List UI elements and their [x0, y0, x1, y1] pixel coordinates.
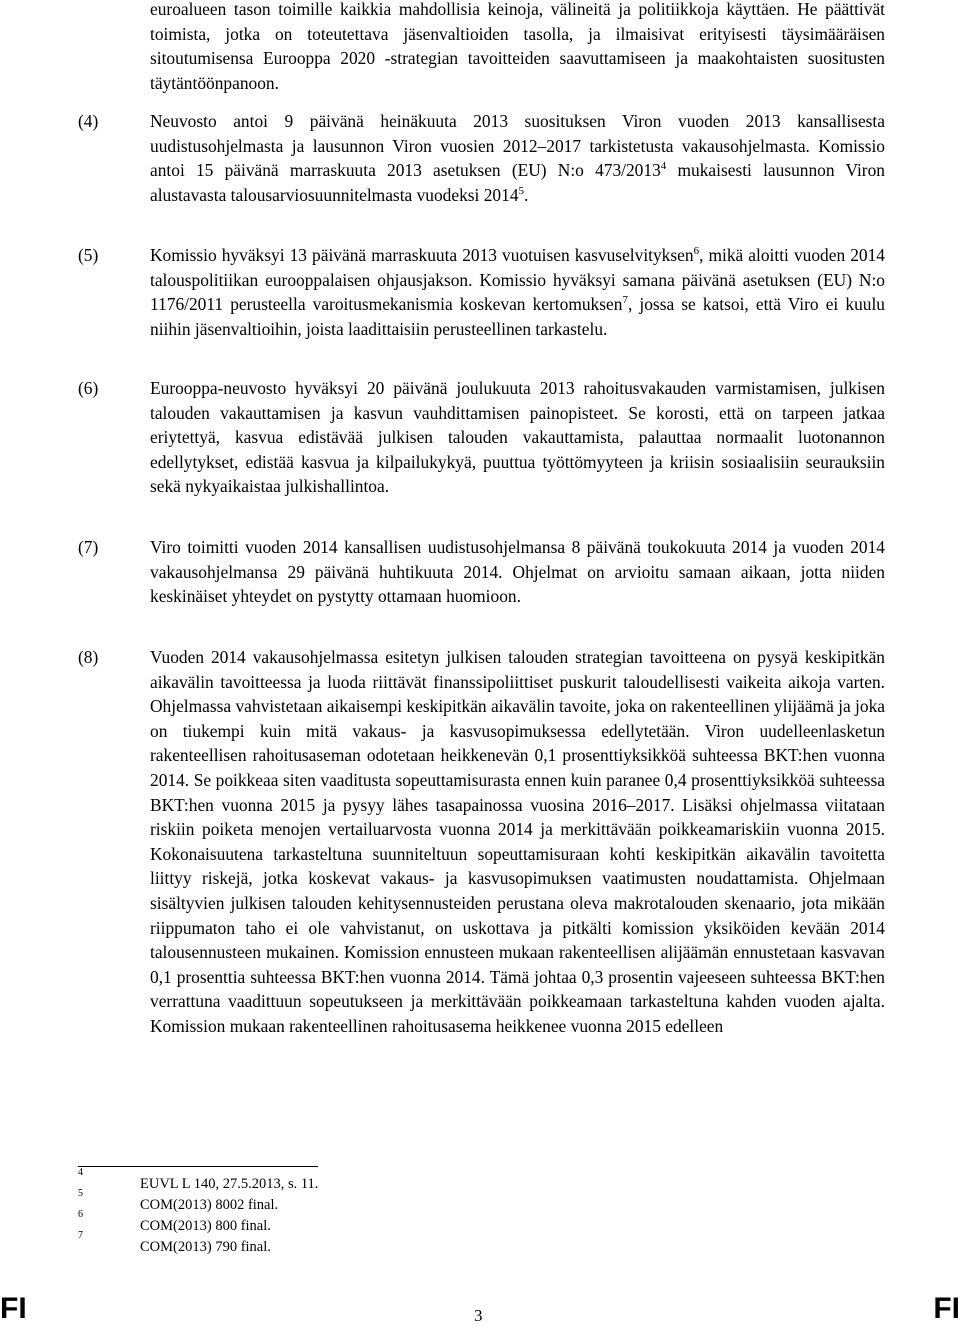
paragraph-8: Vuoden 2014 vakausohjelmassa esitetyn julkisen talouden strategian tavoitteena on pysyä keskipitkän aikavälin tavoitteessa ja luoda riittävät finanssipoliittiset puskurit taloudellisesti vaikeita aikoja varten. Ohjelmassa vahvistetaan aikaisempi keskipitkän aikavälin tavoite, joka on rakenteellinen ylijäämä ja joka on tiukempi kuin mitä vakaus- ja kasvusopimuksessa edellytetään. Viron uudelleenlasketun rakenteellisen rahoitusaseman odotetaan heikkenevän 0,1 prosenttiyksikköä suhteessa BKT:hen vuonna 2014. Se poikkeaa siten vaaditusta sopeuttamisurasta ennen kuin paranee 0,4 prosenttiyksikköä suhteessa BKT:hen vuonna 2015 ja pysyy lähes tasapainossa vuosina 2016–2017. Lisäksi ohjelmassa viitataan riskiin poiketa menojen vertailuarvosta vuonna 2014 ja merkittävään poikkeamariskiin vuonna 2015. Kokonaisuutena tarkasteltuna suunniteltuun sopeuttamisuraan kohti keskipitkän aikavälin tavoitetta liittyy riskejä, jotka koskevat vakaus- ja kasvusopimuksen vaatimusten noudattamista. Ohjelmaan sisältyvien julkisen talouden kehitysennusteiden perustana oleva makrotalouden skenaario, jota mikään riippumaton taho ei ole vahvistanut, on uskottava ja pitkälti komission yksiköiden kevään 2014 talousennusteen mukainen. Komission ennusteen mukaan rakenteellisen alijäämän ennustetaan kasvavan 0,1 prosenttia suhteessa BKT:hen vuonna 2014. Tämä johtaa 0,3 prosentin vajeeseen suhteessa BKT:hen verrattuna vaadittuun sopeutukseen ja merkittävään poikkeamaan tarkasteltuna kahden vuoden ajalta. Komission mukaan rakenteellinen rahoitusasema heikkenee vuonna 2015 edelleen	[150, 647, 885, 1036]
footer-language-right: FI	[933, 1292, 960, 1325]
paragraph-6: Eurooppa-neuvosto hyväksyi 20 päivänä joulukuuta 2013 rahoitusvakauden varmistamisen, julkisen talouden vakauttamisen ja kasvun vauhdittamisen painopisteet. Se korosti, että on tarpeen jatkaa eriytettyä, kasvua edistävää julkisen talouden vakauttamista, palauttaa normaalit luotonannon edellytykset, edistää kasvua ja kilpailukykyä, puuttua työttömyyteen ja kriisin sosiaalisiin seurauksiin sekä nykyaikaistaa julkishallintoa.	[150, 378, 885, 497]
footnote-text: COM(2013) 790 final.	[140, 1239, 271, 1255]
footnote-number: 4	[78, 1167, 83, 1178]
paragraph-number: (4)	[78, 111, 99, 131]
footnote-number: 6	[78, 1209, 83, 1220]
paragraph-7: Viro toimitti vuoden 2014 kansallisen uudistusohjelmansa 8 päivänä toukokuuta 2014 ja vuoden 2014 vakausohjelmansa 29 päivänä huhtikuuta 2014. Ohjelmat on arvioitu samaan aikaan, jotta niiden keskinäiset yhteydet on pystytty ottamaan huomioon.	[150, 537, 885, 607]
paragraph-number: (5)	[78, 245, 99, 265]
paragraph-number: (6)	[78, 378, 99, 398]
paragraph-5: Komissio hyväksyi 13 päivänä marraskuuta 2013 vuotuisen kasvuselvityksen$^6$, mikä aloitti vuoden 2014 talouspolitiikan eurooppalaisen ohjausjakson. Komissio hyväksyi samana päivänä asetuksen (EU) N:o 1176/2011 perusteella varoitusmekanismia koskevan kertomuksen$^7$, jossa se katsoi, että Viro ei kuulu niihin jäsenvaltioihin, joista laadittaisiin perusteellinen tarkastelu.	[150, 245, 885, 339]
page-number: 3	[474, 1306, 483, 1325]
paragraph-4: Neuvosto antoi 9 päivänä heinäkuuta 2013 suosituksen Viron vuoden 2013 kansallisesta uudistusohjelmasta ja lausunnon Viron vuosien 2012–2017 tarkistetusta vakausohjelmasta. Komissio antoi 15 päivänä marraskuuta 2013 asetuksen (EU) N:o 473/2013$^4$ mukaisesti lausunnon Viron alustavasta talousarviosuunnitelmasta vuodeksi 2014$^5$.	[150, 111, 885, 205]
footnote-number: 7	[78, 1230, 83, 1241]
footnote-text: EUVL L 140, 27.5.2013, s. 11.	[140, 1176, 319, 1192]
paragraph-number: (8)	[78, 647, 99, 667]
footer-language-left: FI	[0, 1292, 27, 1325]
footnote-text: COM(2013) 800 final.	[140, 1218, 271, 1234]
footnote-divider	[78, 1166, 318, 1167]
footnote-text: COM(2013) 8002 final.	[140, 1197, 279, 1213]
footnote-number: 5	[78, 1188, 83, 1199]
paragraph-continued: euroalueen tason toimille kaikkia mahdollisia keinoja, välineitä ja politiikkoja käyttäen. He päättivät toimista, jotka on toteutettava jäsenvaltioiden tasolla, ja ilmaisivat erityisesti täysimääräisen sitoutumisensa Eurooppa 2020 -strategian tavoitteiden saavuttamiseen ja maakohtaisten suositusten täytäntöönpanoon.	[150, 0, 885, 93]
paragraph-number: (7)	[78, 537, 99, 557]
